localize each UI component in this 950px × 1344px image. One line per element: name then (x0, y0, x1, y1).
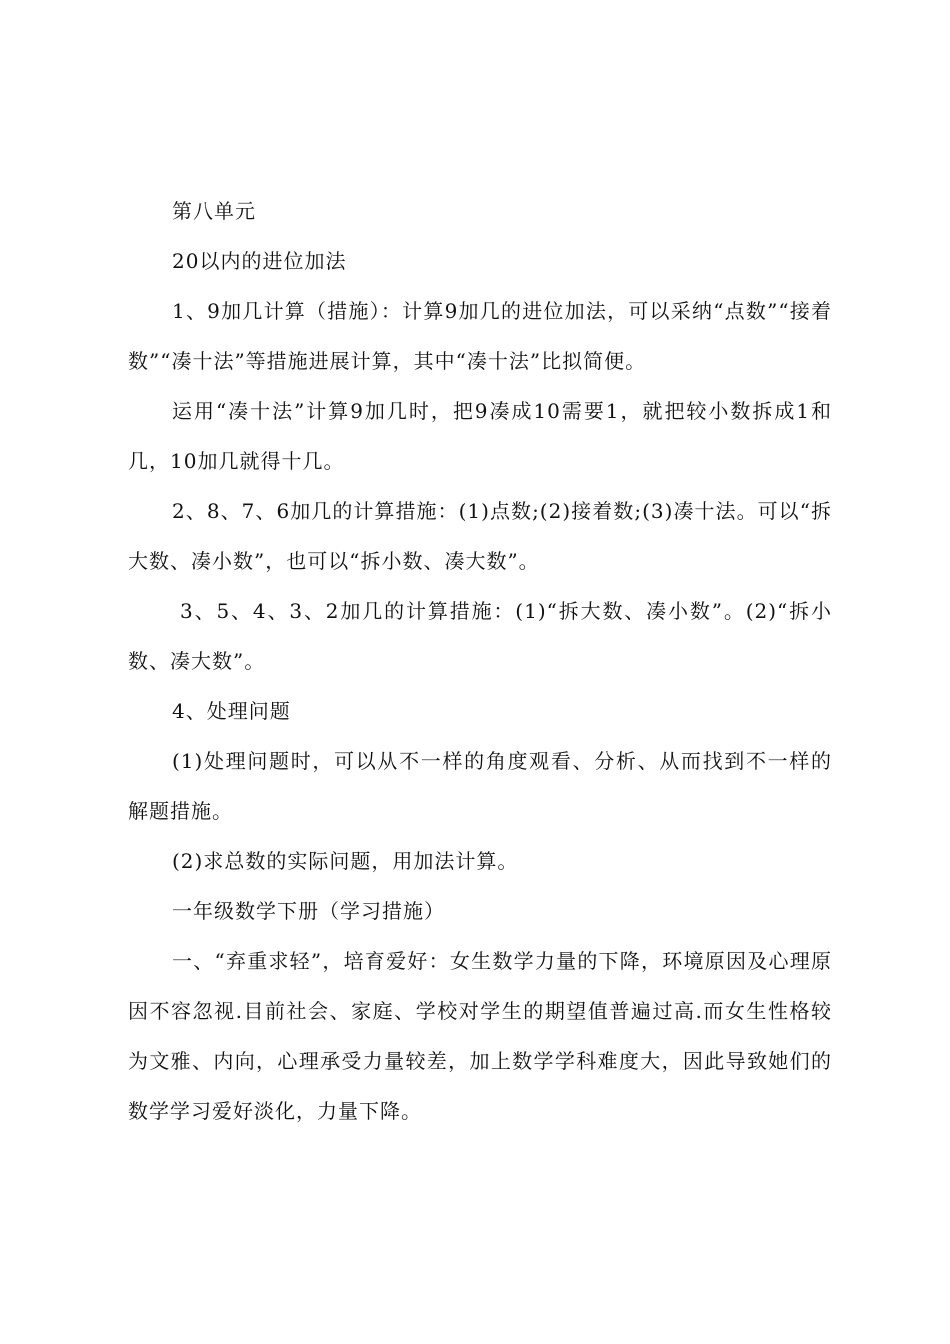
paragraph-8-7-6-plus: 2、8、7、6加几的计算措施：(1)点数;(2)接着数;(3)凑十法。可以“拆大数、凑小数”，也可以“拆小数、凑大数”。 (128, 499, 832, 573)
paragraph-9-plus: 1、9加几计算（措施）：计算9加几的进位加法，可以采纳“点数”“接着数”“凑十法”等措施进展计算，其中“凑十法”比拟简便。 (128, 299, 832, 373)
section-title: 20以内的进位加法 (172, 249, 347, 273)
document-body (128, 186, 832, 1136)
paragraph-5-4-3-2-plus: 3、5、4、3、2加几的计算措施：(1)“拆大数、凑小数”。(2)“拆小数、凑大数”。 (128, 599, 832, 673)
unit-title: 第八单元 (172, 199, 256, 223)
paragraph-problem-solving-heading: 4、处理问题 (172, 699, 291, 723)
paragraph-problem-solving-1: (1)处理问题时，可以从不一样的角度观看、分析、从而找到不一样的解题措施。 (128, 749, 832, 823)
paragraph-problem-solving-2: (2)求总数的实际问题，用加法计算。 (172, 849, 519, 873)
paragraph-learning-interest: 一、“弃重求轻”，培育爱好：女生数学力量的下降，环境原因及心理原因不容忽视.目前社会、家庭、学校对学生的期望值普遍过高.而女生性格较为文雅、内向，心理承受力量较差，加上数学学科难度大，因此导致她们的数学学习爱好淡化，力量下降。 (128, 949, 832, 1123)
section-title-learning-methods: 一年级数学下册（学习措施） (172, 899, 445, 923)
paragraph-make-ten: 运用“凑十法”计算9加几时，把9凑成10需要1，就把较小数拆成1和几，10加几就得十几。 (128, 399, 832, 473)
